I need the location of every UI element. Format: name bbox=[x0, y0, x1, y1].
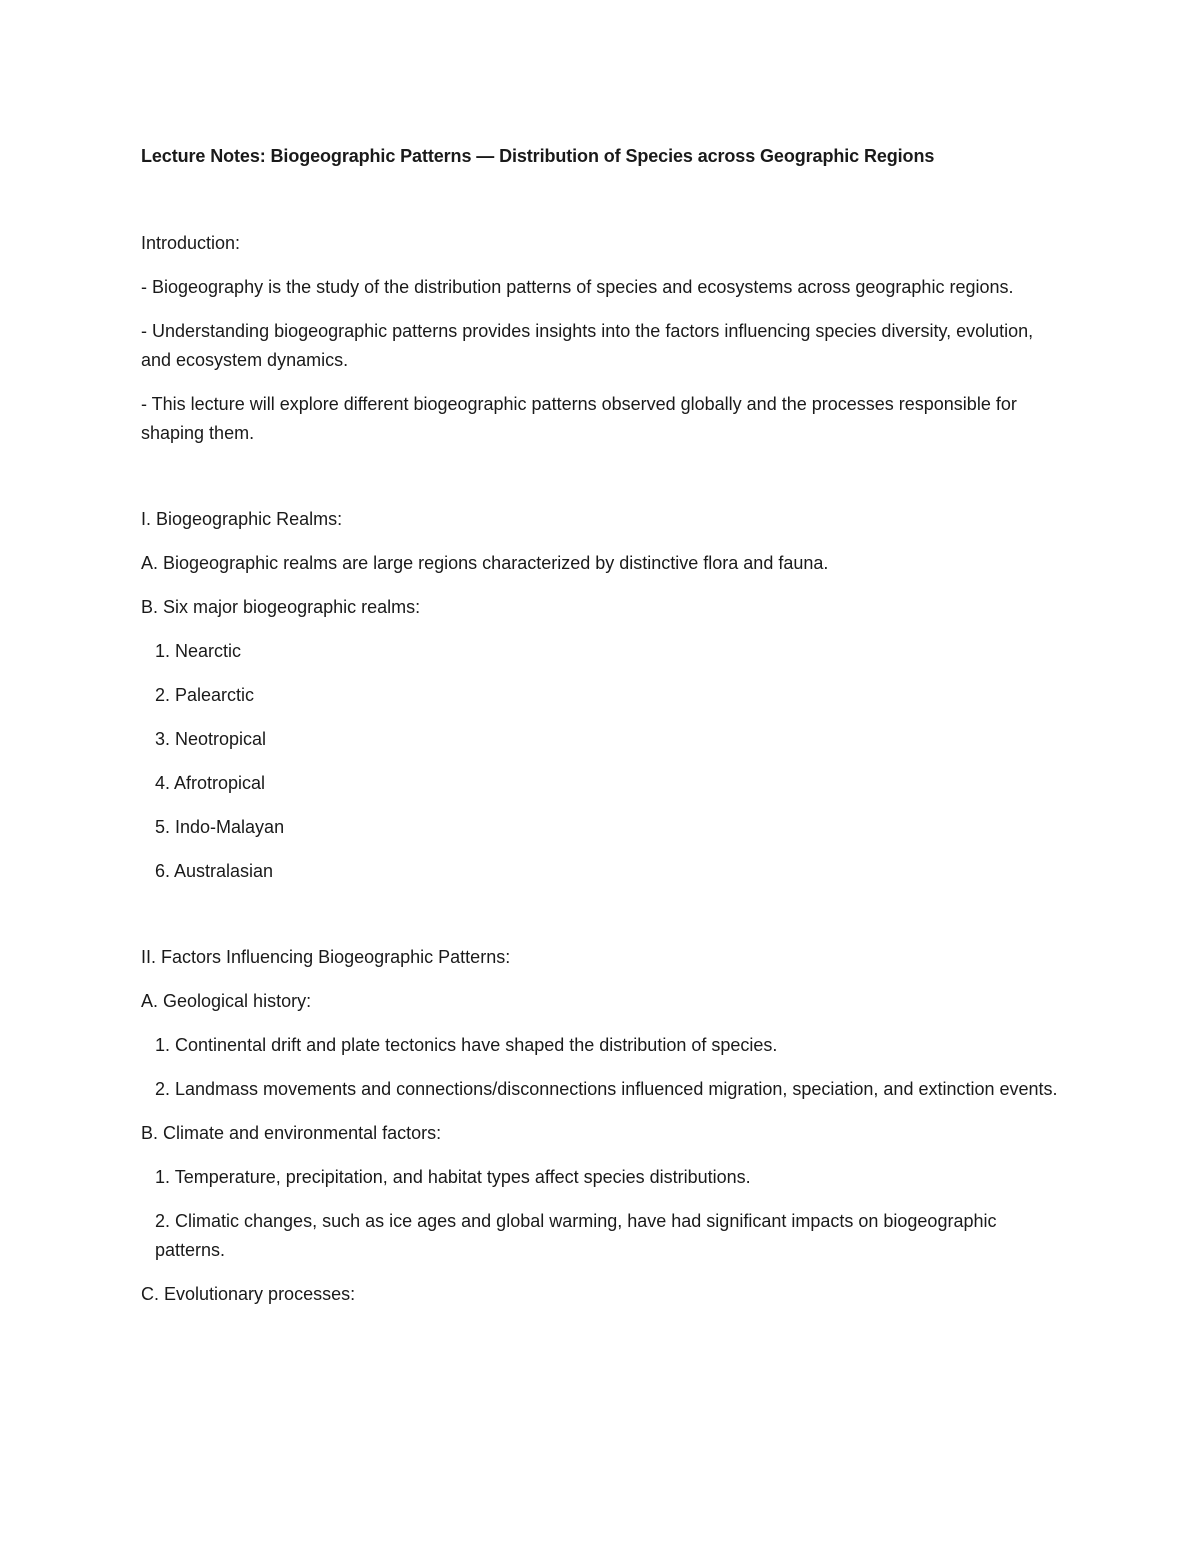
climate-item: 2. Climatic changes, such as ice ages and global warming, have had significant impacts on biogeographic patterns. bbox=[155, 1211, 997, 1260]
section-spacer bbox=[141, 463, 1061, 505]
realm-item: 4. Afrotropical bbox=[155, 773, 266, 793]
realms-list-heading: B. Six major biogeographic realms: bbox=[141, 597, 421, 617]
realm-item: 6. Australasian bbox=[155, 861, 274, 881]
realm-item: 3. Neotropical bbox=[155, 729, 267, 749]
realm-item: 2. Palearctic bbox=[155, 685, 255, 705]
section-spacer bbox=[141, 901, 1061, 943]
intro-point: - Biogeography is the study of the distribution patterns of species and ecosystems across geographic regions. bbox=[141, 277, 1014, 297]
subsection-heading-evolution: C. Evolutionary processes: bbox=[141, 1284, 356, 1304]
geology-item: 2. Landmass movements and connections/disconnections influenced migration, speciation, and extinction events. bbox=[155, 1079, 1058, 1099]
realm-item: 5. Indo-Malayan bbox=[155, 817, 285, 837]
intro-point: - This lecture will explore different biogeographic patterns observed globally and the processes responsible for shaping them. bbox=[141, 394, 1017, 443]
subsection-heading-climate: B. Climate and environmental factors: bbox=[141, 1123, 442, 1143]
subsection-heading-geology: A. Geological history: bbox=[141, 991, 312, 1011]
realms-definition: A. Biogeographic realms are large regions characterized by distinctive flora and fauna. bbox=[141, 553, 829, 573]
section-heading-realms: I. Biogeographic Realms: bbox=[141, 509, 343, 529]
intro-heading: Introduction: bbox=[141, 233, 241, 253]
geology-item: 1. Continental drift and plate tectonics have shaped the distribution of species. bbox=[155, 1035, 778, 1055]
document-title: Lecture Notes: Biogeographic Patterns — Distribution of Species across Geographic Regions bbox=[141, 146, 935, 166]
section-heading-factors: II. Factors Influencing Biogeographic Patterns: bbox=[141, 947, 511, 967]
climate-item: 1. Temperature, precipitation, and habitat types affect species distributions. bbox=[155, 1167, 751, 1187]
document-body bbox=[141, 142, 1061, 1324]
realm-item: 1. Nearctic bbox=[155, 641, 242, 661]
intro-point: - Understanding biogeographic patterns provides insights into the factors influencing species diversity, evolution, and ecosystem dynamics. bbox=[141, 321, 1034, 370]
